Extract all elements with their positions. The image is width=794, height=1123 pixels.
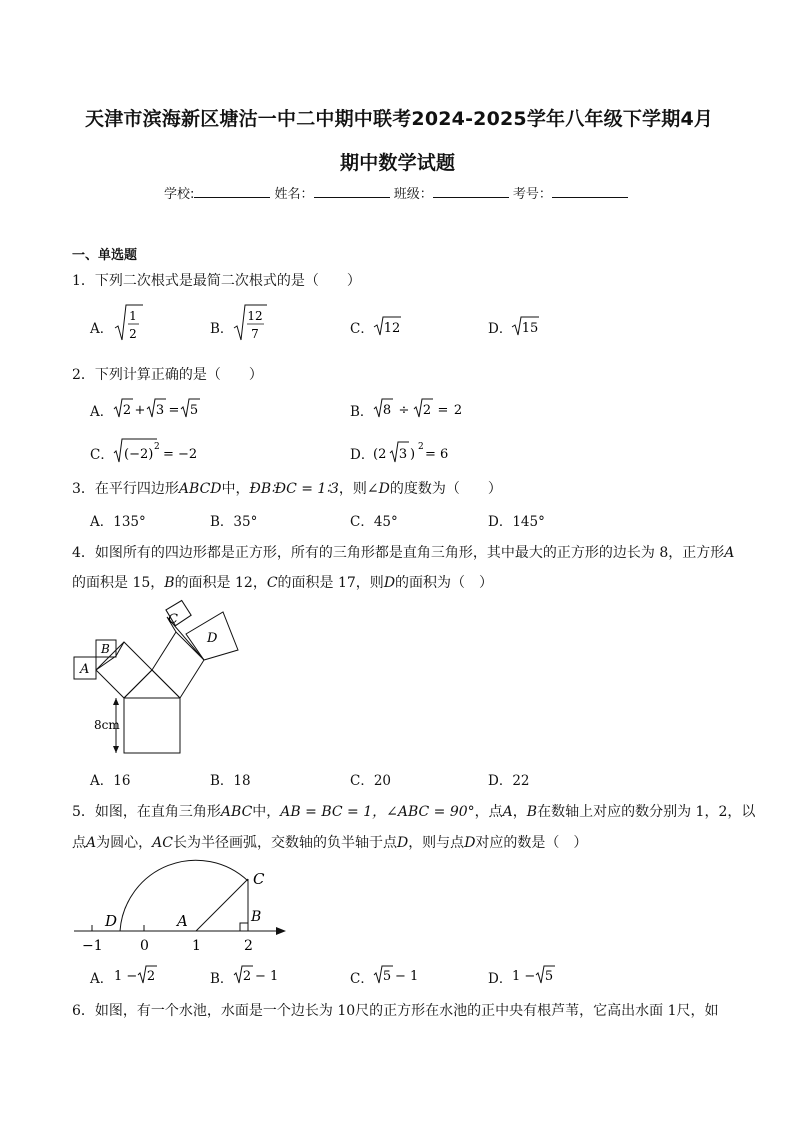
q5-tick-label-neg1: −1 [82,938,103,954]
q5-seg-4: AB = BC = 1，∠ABC = 90° [280,804,475,820]
q1-option-b-radical [233,302,269,344]
q4-stem-line-2 [72,572,493,592]
q1-a-denominator: 2 [129,327,137,341]
q4-stem-var-b: B [164,575,175,591]
school-field-label: 学校: [164,187,195,202]
q3-option-c[interactable]: C．45° [350,514,398,530]
q5-d-radicand: 5 [544,969,554,984]
q4-stem-line-1 [72,542,734,562]
q1-option-c-label: C． [350,321,374,337]
q5-option-b-label: B． [210,971,234,987]
q2-d-exponent: 2 [418,442,424,452]
q1-b-numerator: 12 [247,309,263,323]
q2-option-d-expression [373,436,473,464]
q4-stem-var-d: D [383,575,396,591]
q1-option-a-radical [114,302,144,344]
q3-stem-ratio: ÐB∶ÐC = 1∶3 [249,481,339,497]
q4-side-length-label: 8cm [94,718,120,732]
q5-option-b-expression[interactable] [233,964,283,986]
page-title-line-1: 天津市滨海新区塘沽一中二中期中联考2024-2025学年八年级下学期4月 [85,108,714,130]
q5-label-a: A [177,912,188,930]
q1-a-numerator: 1 [129,309,137,323]
q5-d-lead: 1 − [512,969,536,984]
q2-d-lead: (2 [373,447,387,462]
q4-option-d[interactable]: D．22 [488,773,530,789]
q5-axis-arrow [276,927,286,935]
q5-a-lead: 1 − [114,969,138,984]
name-blank[interactable] [314,185,390,198]
q5-seg-2: ABC [220,804,253,820]
q5-tick-label-2: 2 [244,938,253,954]
q1-stem: 1．下列二次根式是最简二次根式的是（ ） [72,273,361,289]
q5-b-tail: − 1 [255,969,279,984]
q4-label-d: D [207,631,218,646]
q3-stem-mid: 中， [221,481,250,497]
q4-label-c: C [168,612,178,627]
q4-stem-var-a: A [724,545,735,561]
class-blank[interactable] [433,185,509,198]
q4-right-square [152,632,204,698]
q2-c-rhs: = −2 [163,447,198,462]
q2-a-equals: = [168,403,180,418]
q5-seg-9: 在数轴上对应的数分别为 1，2，以 [537,804,756,820]
q3-stem-pre: 3．在平行四边形 [72,481,179,497]
q5-tick-label-0: 0 [140,938,149,954]
q2-a-term-1: 2 [122,403,132,418]
exam-number-field-label: 考号： [512,187,552,202]
q4-stem-var-c: C [266,575,278,591]
q4-stem-seg-1: 的面积是 15， [72,575,165,591]
q5-l2-seg-1: 点 [72,835,86,851]
q5-l2-seg-8: D [464,835,476,851]
q4-option-a[interactable]: A．16 [90,773,131,789]
q2-d-rhs: = 6 [425,447,449,462]
q2-b-term-1: 8 [382,403,392,418]
q2-option-b-expression [373,397,473,419]
q3-option-d[interactable]: D．145° [488,514,545,530]
school-blank[interactable] [194,185,270,198]
q2-option-c-expression [113,436,213,464]
q5-option-a-expression[interactable] [114,964,164,986]
q2-b-divide: ÷ [398,403,410,418]
q5-c-tail: − 1 [395,969,419,984]
q5-seg-7: ， [512,804,527,820]
q1-option-d-radical [511,315,541,337]
q4-option-b[interactable]: B．18 [210,773,251,789]
q5-stem-line-1 [72,801,755,821]
q2-option-a-expression [113,397,203,419]
q2-stem: 2．下列计算正确的是（ ） [72,367,263,383]
q5-label-d: D [105,912,118,930]
q5-seg-6: A [502,804,513,820]
q5-tick-label-1: 1 [192,938,201,954]
q5-label-b: B [251,909,262,925]
q2-b-equals: = [437,403,449,418]
q2-c-inner: (−2) [124,447,154,462]
q5-label-c: C [253,870,265,888]
q5-seg-1: 5．如图，在直角三角形 [72,804,221,820]
q5-number-line-figure [70,858,290,954]
q5-seg-8: B [526,804,538,820]
q2-a-plus: + [134,403,146,418]
q5-b-radicand: 2 [242,969,252,984]
q1-option-d-label: D． [488,321,513,337]
q4-squares-figure [68,598,248,758]
q2-a-term-2: 3 [155,403,165,418]
q2-b-term-2: 2 [422,403,432,418]
student-info-row [164,183,628,202]
q5-l2-seg-7: ，则与点 [408,835,465,851]
q3-stem [72,478,502,498]
q4-stem-seg-2: 的面积是 12， [174,575,267,591]
q4-label-b: B [101,642,110,656]
q5-option-c-label: C． [350,971,374,987]
exam-number-blank[interactable] [552,185,628,198]
q4-big-square [124,698,180,753]
q5-a-radicand: 2 [146,969,156,984]
q6-stem-line-1: 6．如图，有一个水池，水面是一个边长为 10尺的正方形在水池的正中央有根芦苇，它高出水面 1尺，如 [72,1003,719,1019]
q4-stem-line-1-text: 4．如图所有的四边形都是正方形，所有的三角形都是直角三角形，其中最大的正方形的边长为 8，正方形 [72,545,725,561]
q4-stem-seg-3: 的面积是 17，则 [277,575,384,591]
q2-c-exponent: 2 [154,442,160,452]
q5-option-d-label: D． [488,971,513,987]
q1-option-a-label: A． [90,321,114,337]
q5-l2-seg-6: D [396,835,409,851]
section-heading: 一、单选题 [72,248,138,263]
q3-stem-post: ，则 [338,481,367,497]
q3-stem-angle: ∠D [366,481,390,497]
q2-d-radicand: 3 [398,447,408,462]
q1-d-radicand: 15 [521,321,539,336]
q2-option-b-label: B． [350,404,374,420]
q1-c-radicand: 12 [383,321,401,336]
q1-b-denominator: 7 [251,327,259,341]
q3-stem-end: 的度数为（ ） [389,481,502,497]
name-field-label: 姓名： [274,187,314,202]
q2-option-d-label: D． [350,447,375,463]
q5-l2-seg-2: A [86,835,97,851]
class-field-label: 班级： [393,187,433,202]
q5-option-c-expression[interactable] [373,964,423,986]
q4-main-triangle [124,670,180,698]
q2-option-c-label: C． [90,447,114,463]
q3-option-b[interactable]: B．35° [210,514,258,530]
q3-option-a[interactable]: A．135° [90,514,146,530]
q5-l2-seg-5: 长为半径画弧，交数轴的负半轴于点 [172,835,397,851]
q5-l2-seg-4: AC [152,835,173,851]
q5-seg-3: 中， [252,804,281,820]
q2-b-result: 2 [453,403,463,418]
q1-option-b-label: B． [210,321,234,337]
q5-seg-5: ，点 [474,804,503,820]
q5-stem-line-2 [72,832,587,852]
q4-option-c[interactable]: C．20 [350,773,392,789]
q4-stem-seg-4: 的面积为（ ） [395,575,494,591]
q5-right-angle-mark [240,923,248,931]
q2-d-close: ) [410,447,416,462]
q5-l2-seg-9: 对应的数是（ ） [475,835,588,851]
q1-option-c-radical [373,315,403,337]
q5-option-d-expression[interactable] [512,964,562,986]
q3-stem-shape: ABCD [178,481,222,497]
page-title-line-2: 期中数学试题 [340,152,456,174]
q2-option-a-label: A． [90,404,114,420]
q5-c-radicand: 5 [382,969,392,984]
q5-option-a-label: A． [90,971,114,987]
q2-a-result: 5 [189,403,199,418]
q5-l2-seg-3: 为圆心， [96,835,153,851]
q4-label-a: A [80,662,90,677]
